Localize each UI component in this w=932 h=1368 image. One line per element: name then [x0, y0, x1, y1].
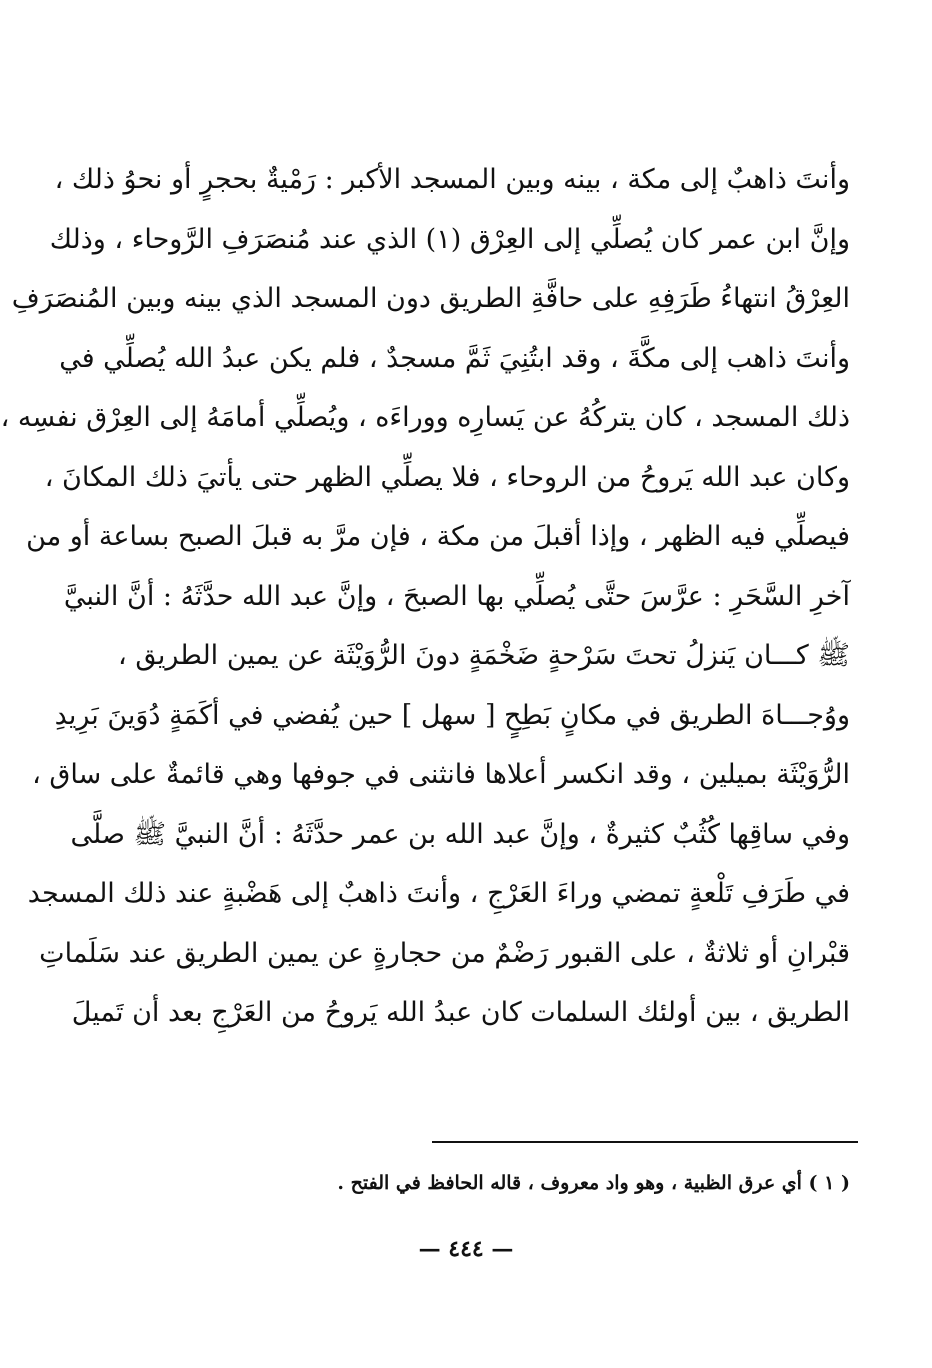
- text-line: في طَرَفِ تَلْعةٍ تمضي وراءَ العَرْجِ ، وأنتَ ذاهبٌ إلى هَضْبةٍ عند ذلك المسجد: [27, 878, 850, 909]
- footnote: ( ١ ) أي عرق الظبية ، وهو واد معروف ، قاله الحافظ في الفتح .: [337, 1172, 850, 1194]
- text-line: ووُجـــاهَ الطريق في مكانٍ بَطِحٍ [ سهل ] حين يُفضي في أكَمَةٍ دُوَينَ بَرِيدِ: [54, 699, 850, 731]
- text-line: وكان عبد الله يَروحُ من الروحاء ، فلا يصلِّي الظهر حتى يأتيَ ذلك المكانَ ،: [44, 461, 850, 493]
- text-line: قبْرانِ أو ثلاثةٌ ، على القبور رَضْمٌ من حجارةٍ عن يمين الطريق عند سَلَماتِ: [39, 937, 850, 969]
- text-line: فيصلِّي فيه الظهر ، وإذا أقبلَ من مكة ، فإن مرَّ به قبلَ الصبح بساعة أو من: [26, 521, 850, 552]
- text-line: ذلك المسجد ، كان يتركُهُ عن يَسارِه ووراءَه ، ويُصلِّي أمامَهُ إلى العِرْق نفسِه ،: [0, 402, 850, 433]
- text-line: وإنَّ ابن عمر كان يُصلِّي إلى العِرْق (١) الذي عند مُنصَرَفِ الرَّوحاء ، وذلك: [49, 223, 850, 255]
- text-line: ﷺ كـــان يَنزلُ تحتَ سَرْحةٍ ضَخْمَةٍ دونَ الرُّوَيْثَة عن يمين الطريق ،: [118, 640, 850, 671]
- text-line: وفي ساقِها كُثُبٌ كثيرةٌ ، وإنَّ عبد الله بن عمر حدَّثَهُ : أنَّ النبيَّ ﷺ صلَّى: [70, 818, 850, 850]
- footnote-separator: [432, 1141, 858, 1143]
- text-line: وأنتَ ذاهب إلى مكَّةَ ، وقد ابتُنِيَ ثَمَّ مسجدٌ ، فلم يكن عبدُ الله يُصلِّي في: [59, 342, 850, 374]
- main-text-block: [0, 150, 850, 1043]
- text-line: آخرِ السَّحَرِ : عرَّسَ حتَّى يُصلِّي بها الصبحَ ، وإنَّ عبد الله حدَّثَهُ : أنَّ النبيَّ: [63, 580, 850, 612]
- text-line: العِرْقُ انتهاءُ طَرَفِهِ على حافَّةِ الطريق دون المسجد الذي بينه وبين المُنصَرَفِ: [11, 283, 850, 314]
- text-line: الرُّوَيْثَة بميلين ، وقد انكسر أعلاها فانثنى في جوفها وهي قائمةٌ على ساق ،: [32, 759, 850, 790]
- text-line: الطريق ، بين أولئك السلمات كان عبدُ الله يَروحُ من العَرْجِ بعد أن تَميلَ: [71, 997, 850, 1028]
- text-line: وأنتَ ذاهبٌ إلى مكة ، بينه وبين المسجد الأكبر : رَمْيةٌ بحجرٍ أو نحوُ ذلك ،: [54, 164, 850, 195]
- page-number: — ٤٤٤ —: [418, 1236, 514, 1262]
